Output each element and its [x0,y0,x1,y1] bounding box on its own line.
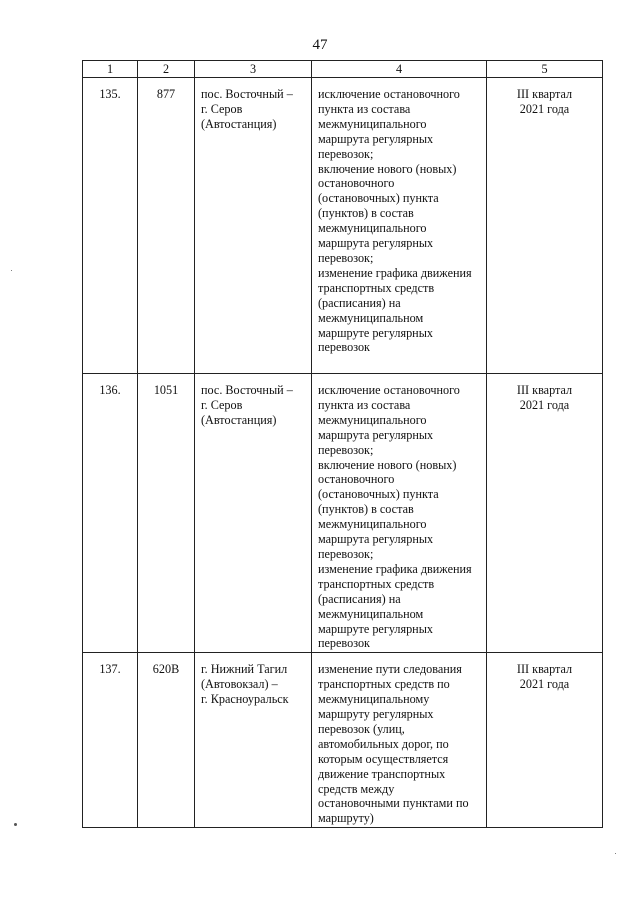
table-row [83,653,603,828]
scan-speck [14,823,17,826]
route-number: 620В [138,653,195,828]
route-number: 877 [138,78,195,374]
routes-table [82,60,603,828]
column-header-5: 5 [487,61,603,78]
implementation-period: III квартал 2021 года [487,374,603,653]
table-row [83,78,603,374]
column-header-2: 2 [138,61,195,78]
route-number: 1051 [138,374,195,653]
route-changes: изменение пути следования транспортных средств по межмуниципальному маршруту регулярных перевозок (улиц, автомобильных дорог, по которым осуществляется движение транспортных средств между остановочными пунктами по маршруту) [312,653,487,828]
page-number: 47 [312,37,328,53]
table-row [83,374,603,653]
implementation-period: III квартал 2021 года [487,653,603,828]
implementation-period: III квартал 2021 года [487,78,603,374]
column-header-1: 1 [83,61,138,78]
route-stops: пос. Восточный – г. Серов (Автостанция) [195,374,312,653]
row-number: 137. [83,653,138,828]
table-header-row [83,61,603,78]
route-changes: исключение остановочного пункта из состава межмуниципального маршрута регулярных перевозок; включение нового (новых) остановочного (остановочных) пункта (пунктов) в состав межмуниципального маршрута регулярных перевозок; изменение графика движения транспортных средств (расписания) на межмуниципальном маршруте регулярных перевозок [312,374,487,653]
row-number: 136. [83,374,138,653]
scan-speck [11,270,12,271]
column-header-4: 4 [312,61,487,78]
scan-speck [615,853,616,854]
column-header-3: 3 [195,61,312,78]
route-changes: исключение остановочного пункта из состава межмуниципального маршрута регулярных перевозок; включение нового (новых) остановочного (остановочных) пункта (пунктов) в состав межмуниципального маршрута регулярных перевозок; изменение графика движения транспортных средств (расписания) на межмуниципальном маршруте регулярных перевозок [312,78,487,374]
row-number: 135. [83,78,138,374]
route-stops: пос. Восточный – г. Серов (Автостанция) [195,78,312,374]
route-stops: г. Нижний Тагил (Автовокзал) – г. Красноуральск [195,653,312,828]
